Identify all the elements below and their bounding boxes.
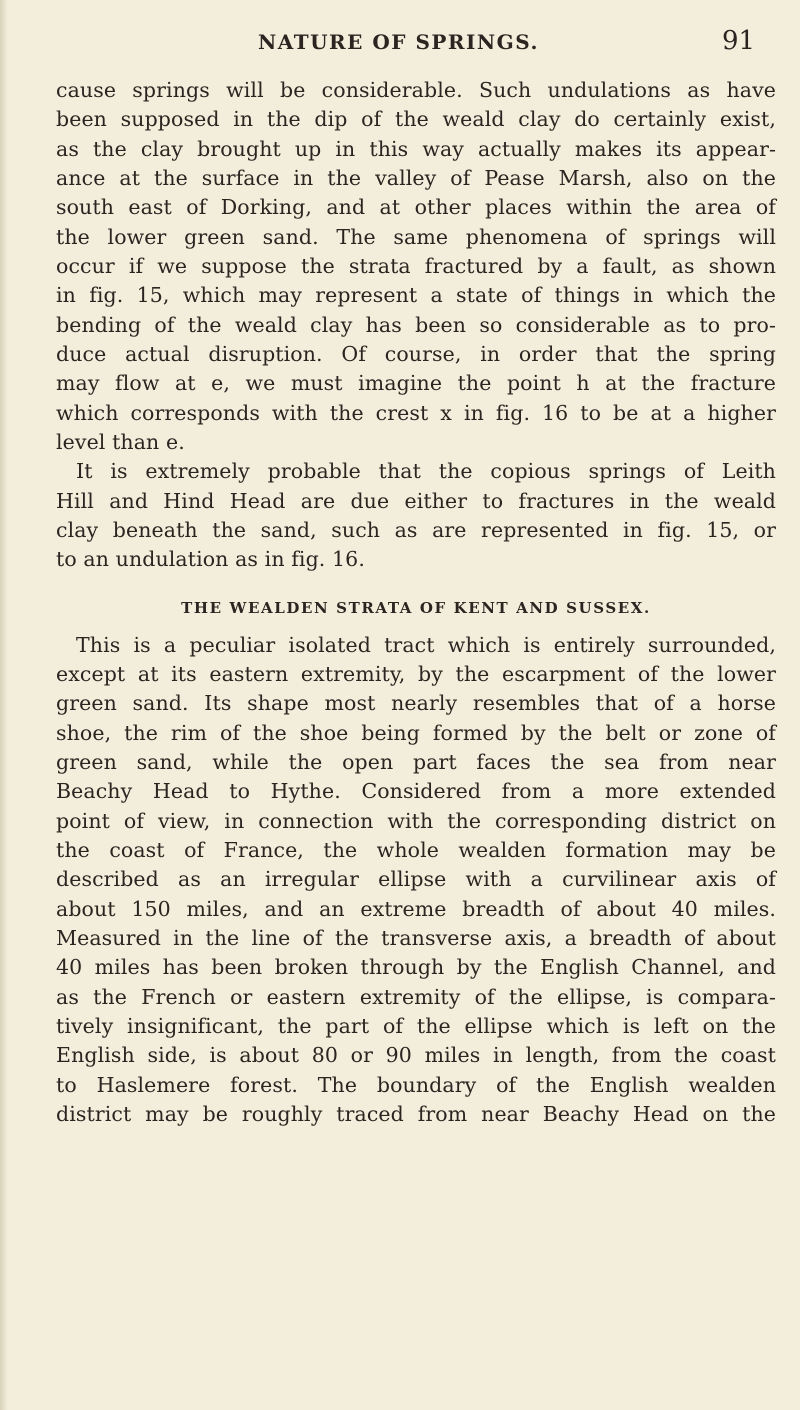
text-line: green sand. Its shape most nearly resembles that of a horse	[56, 691, 776, 716]
text-line: 40 miles has been broken through by the English Channel, and	[56, 955, 776, 980]
text-line: Hill and Hind Head are due either to fractures in the weald	[56, 488, 776, 513]
text-line: as the French or eastern extremity of the ellipse, is compara-	[56, 984, 776, 1009]
text-line: occur if we suppose the strata fractured by a fault, as shown	[56, 253, 776, 278]
text-line: level than e.	[56, 429, 185, 454]
text-line: shoe, the rim of the shoe being formed by the belt or zone of	[56, 720, 776, 745]
text-line: except at its eastern extremity, by the escarpment of the lower	[56, 661, 776, 686]
text-line: green sand, while the open part faces the sea from near	[56, 749, 776, 774]
section-heading: THE WEALDEN STRATA OF KENT AND SUSSEX.	[181, 598, 651, 617]
text-line: the coast of France, the whole wealden formation may be	[56, 837, 776, 862]
paragraph-1	[56, 76, 776, 457]
text-line: cause springs will be considerable. Such undulations as have	[56, 78, 776, 102]
running-title: NATURE OF SPRINGS.	[258, 30, 539, 54]
text-line: to an undulation as in fig. 16.	[56, 547, 365, 572]
text-line: district may be roughly traced from near Beachy Head on the	[56, 1101, 776, 1126]
text-line: in fig. 15, which may represent a state of things in which the	[56, 283, 776, 308]
text-line: bending of the weald clay has been so considerable as to pro-	[56, 312, 776, 337]
text-line: tively insignificant, the part of the ellipse which is left on the	[56, 1013, 776, 1038]
text-line: south east of Dorking, and at other places within the area of	[56, 195, 776, 220]
text-line: been supposed in the dip of the weald clay do certainly exist,	[56, 107, 776, 132]
text-line: It is extremely probable that the copious springs of Leith	[76, 459, 776, 484]
paragraph-3	[56, 631, 776, 1130]
text-line: ance at the surface in the valley of Pease Marsh, also on the	[56, 165, 776, 190]
text-line: duce actual disruption. Of course, in order that the spring	[56, 341, 776, 366]
text-line: as the clay brought up in this way actually makes its appear-	[56, 136, 776, 161]
text-line: about 150 miles, and an extreme breadth of about 40 miles.	[56, 896, 776, 921]
text-line: English side, is about 80 or 90 miles in length, from the coast	[56, 1043, 776, 1068]
page-number: 91	[722, 26, 756, 56]
text-line: clay beneath the sand, such as are represented in fig. 15, or	[56, 517, 776, 542]
paragraph-2	[56, 457, 776, 574]
text-line: This is a peculiar isolated tract which is entirely surrounded,	[76, 632, 776, 657]
page-gutter	[0, 0, 8, 1410]
text-line: to Haslemere forest. The boundary of the English wealden	[56, 1072, 776, 1097]
text-line: Beachy Head to Hythe. Considered from a more extended	[56, 779, 776, 804]
text-line: described as an irregular ellipse with a curvilinear axis of	[56, 867, 776, 892]
text-line: Measured in the line of the transverse axis, a breadth of about	[56, 925, 776, 950]
text-line: point of view, in connection with the corresponding district on	[56, 808, 776, 833]
text-line: which corresponds with the crest x in fig. 16 to be at a higher	[56, 400, 776, 425]
text-line: may flow at e, we must imagine the point h at the fracture	[56, 371, 776, 396]
body-text	[56, 76, 776, 1129]
text-line: the lower green sand. The same phenomena of springs will	[56, 224, 776, 249]
